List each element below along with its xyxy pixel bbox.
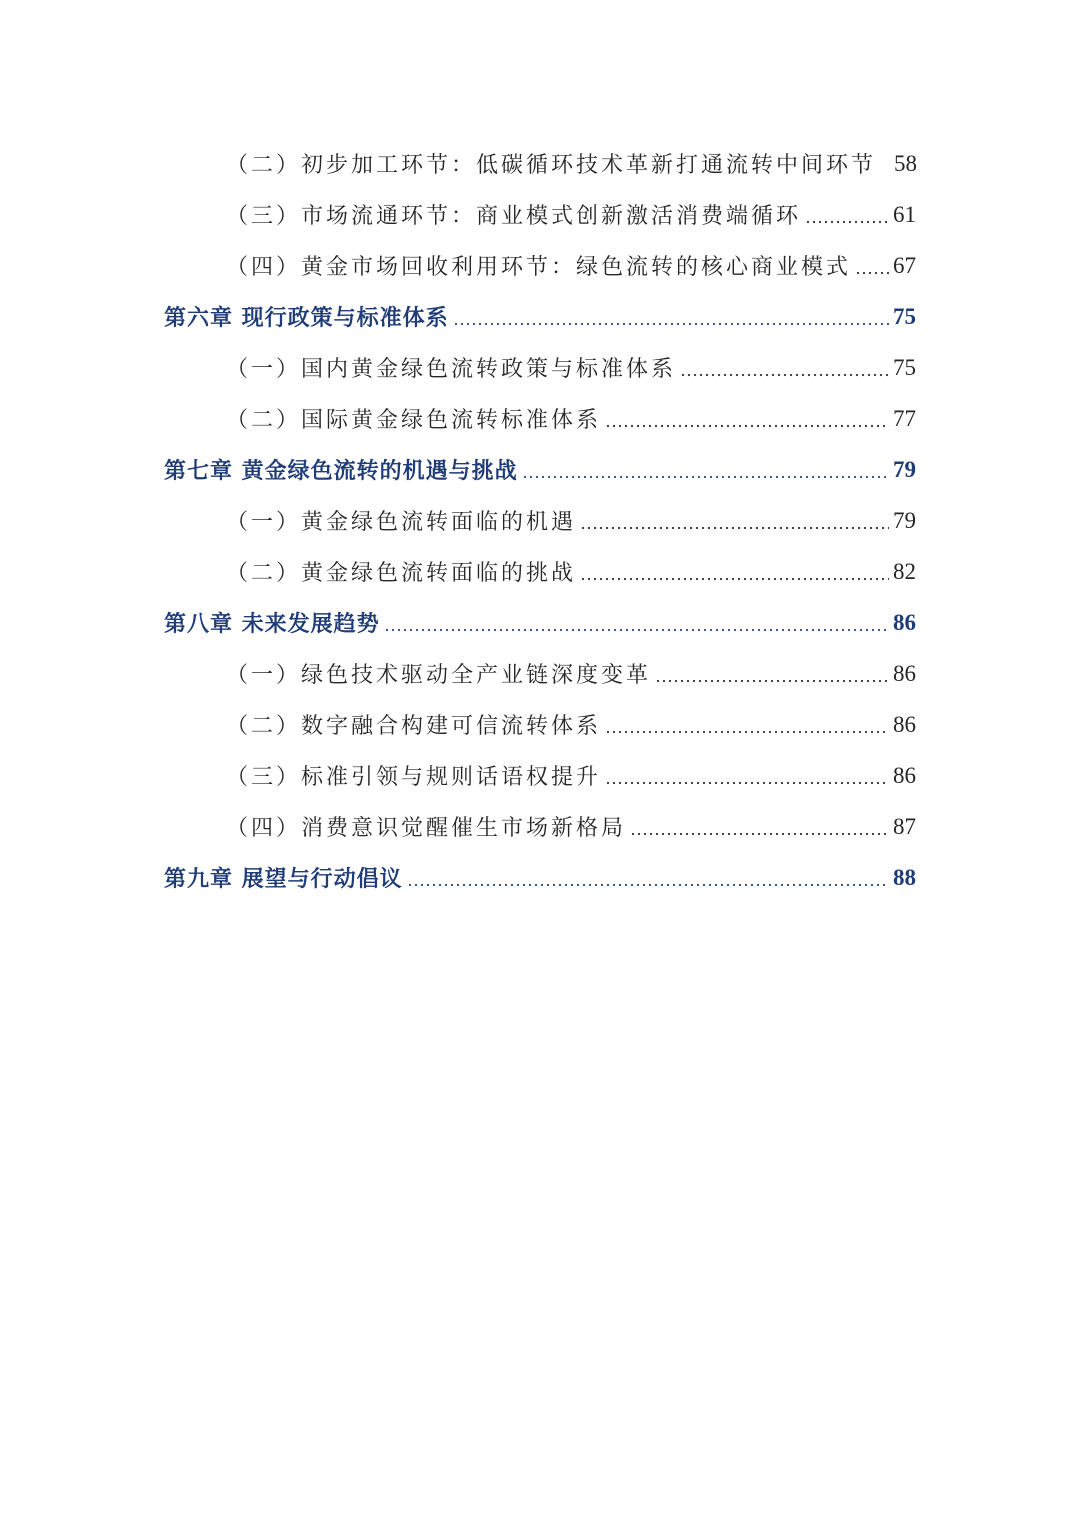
toc-entry-title: （一）绿色技术驱动全产业链深度变革 — [226, 663, 652, 688]
toc-entry[interactable] — [0, 648, 1080, 699]
toc-entry[interactable] — [0, 393, 1080, 444]
toc-entry-title: （四）黄金市场回收利用环节：绿色流转的核心商业模式 — [226, 255, 852, 280]
dot-leader — [605, 424, 889, 428]
toc-chapter-page: 75 — [893, 303, 916, 329]
toc-chapter-title: 第八章 未来发展趋势 — [164, 611, 380, 637]
dot-leader — [855, 271, 889, 275]
dot-leader — [680, 373, 889, 377]
toc-entry-page: 75 — [893, 354, 916, 380]
toc-chapter[interactable] — [0, 444, 1080, 495]
toc-chapter-page: 88 — [893, 864, 916, 890]
dot-leader — [630, 832, 889, 836]
toc-chapter-title: 第九章 展望与行动倡议 — [164, 866, 403, 892]
toc-entry-title: （一）黄金绿色流转面临的机遇 — [226, 510, 577, 535]
table-of-contents — [0, 138, 1080, 903]
toc-chapter[interactable] — [0, 291, 1080, 342]
dot-leader — [580, 526, 889, 530]
toc-chapter-page: 86 — [893, 609, 916, 635]
toc-entry-page: 82 — [893, 558, 916, 584]
toc-entry[interactable] — [0, 750, 1080, 801]
dot-leader — [580, 577, 889, 581]
dot-leader — [522, 475, 889, 479]
toc-entry[interactable] — [0, 801, 1080, 852]
toc-chapter[interactable] — [0, 597, 1080, 648]
toc-entry-title: （四）消费意识觉醒催生市场新格局 — [226, 816, 627, 841]
toc-entry-title: （二）黄金绿色流转面临的挑战 — [226, 561, 577, 586]
toc-entry[interactable] — [0, 546, 1080, 597]
toc-entry-page: 79 — [893, 507, 916, 533]
toc-chapter-title: 第六章 现行政策与标准体系 — [164, 305, 449, 331]
toc-entry[interactable] — [0, 240, 1080, 291]
toc-entry[interactable] — [0, 138, 1080, 189]
dot-leader — [805, 220, 889, 224]
toc-chapter-title: 第七章 黄金绿色流转的机遇与挑战 — [164, 458, 518, 484]
toc-entry-page: 77 — [893, 405, 916, 431]
toc-entry-page: 86 — [893, 762, 916, 788]
dot-leader — [407, 883, 889, 887]
dot-leader — [880, 169, 890, 173]
toc-chapter[interactable] — [0, 852, 1080, 903]
dot-leader — [655, 679, 889, 683]
dot-leader — [605, 781, 889, 785]
dot-leader — [384, 628, 889, 632]
toc-entry-title: （三）市场流通环节：商业模式创新激活消费端循环 — [226, 204, 802, 229]
toc-entry-page: 58 — [894, 150, 918, 176]
toc-entry[interactable] — [0, 495, 1080, 546]
toc-entry-title: （二）数字融合构建可信流转体系 — [226, 714, 602, 739]
toc-entry-page: 86 — [893, 711, 916, 737]
dot-leader — [605, 730, 889, 734]
toc-entry-page: 67 — [893, 252, 916, 278]
toc-chapter-page: 79 — [893, 456, 916, 482]
toc-entry-page: 87 — [893, 813, 916, 839]
toc-entry-title: （二）国际黄金绿色流转标准体系 — [226, 408, 602, 433]
toc-entry-page: 86 — [893, 660, 916, 686]
toc-entry-title: （三）标准引领与规则话语权提升 — [226, 765, 602, 790]
toc-entry-title: （二）初步加工环节：低碳循环技术革新打通流转中间环节 — [226, 153, 877, 178]
toc-entry[interactable] — [0, 189, 1080, 240]
toc-entry-title: （一）国内黄金绿色流转政策与标准体系 — [226, 357, 677, 382]
toc-entry-page: 61 — [893, 201, 916, 227]
toc-entry[interactable] — [0, 342, 1080, 393]
toc-entry[interactable] — [0, 699, 1080, 750]
dot-leader — [453, 322, 889, 326]
